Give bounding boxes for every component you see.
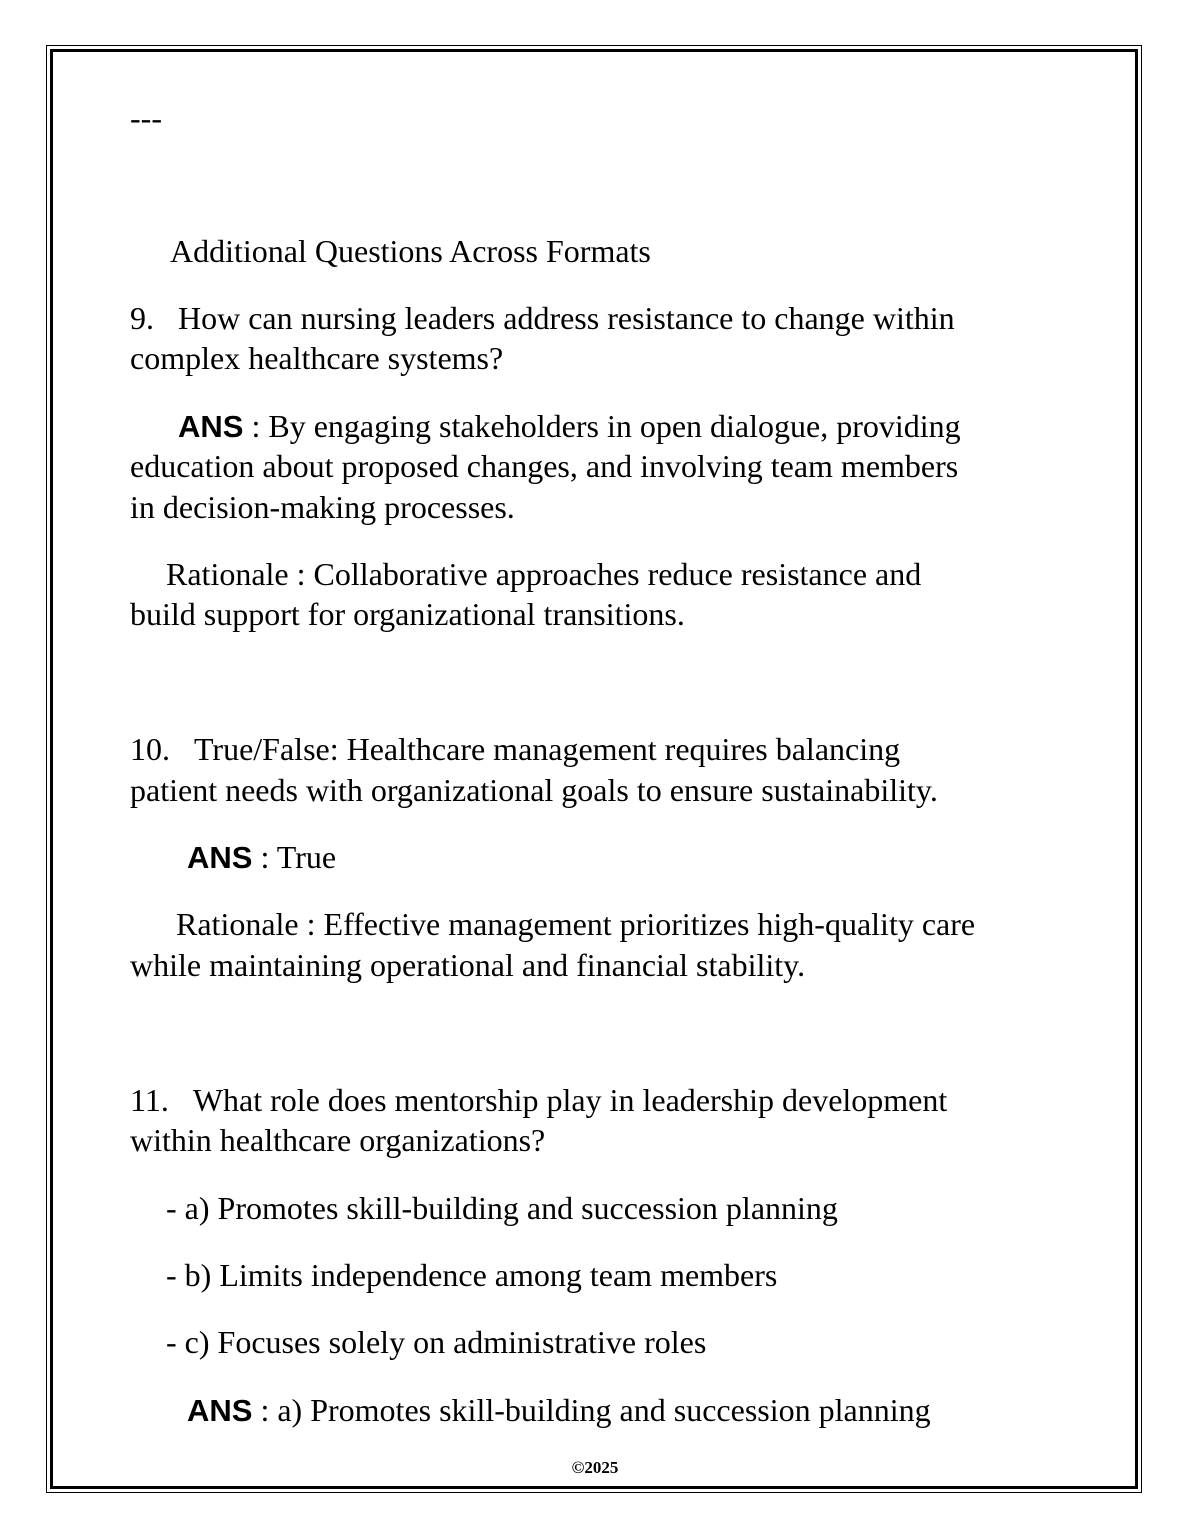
option-c: - c) Focuses solely on administrative roles (166, 1324, 707, 1360)
question-text-cont: patient needs with organizational goals to ensure sustainability. (130, 772, 938, 808)
answer-text: : By engaging stakeholders in open dialogue, providing (251, 408, 961, 444)
question-number: 10. (130, 731, 170, 767)
answer-text-cont: education about proposed changes, and involving team members (130, 448, 959, 484)
section-title: Additional Questions Across Formats (170, 233, 651, 269)
question-10 (130, 729, 900, 770)
question-text-cont: within healthcare organizations? (130, 1122, 546, 1158)
rationale-text-cont: while maintaining operational and financial stability. (130, 947, 806, 983)
rationale-text: Rationale : Effective management prioritizes high-quality care (176, 906, 976, 942)
ans-label: ANS (187, 840, 253, 875)
answer-text: : True (260, 839, 337, 875)
question-text-cont: complex healthcare systems? (130, 340, 504, 376)
rationale-text: Rationale : Collaborative approaches reduce resistance and (166, 556, 922, 592)
ans-label: ANS (187, 1393, 253, 1428)
option-a: - a) Promotes skill-building and succession planning (166, 1190, 838, 1226)
question-9 (130, 298, 955, 339)
answer-line (187, 837, 336, 879)
answer-text: : a) Promotes skill-building and succession planning (260, 1392, 931, 1428)
option-b: - b) Limits independence among team members (166, 1257, 778, 1293)
question-number: 9. (130, 300, 154, 336)
question-number: 11. (130, 1082, 169, 1118)
separator: --- (130, 100, 162, 136)
question-text: True/False: Healthcare management requires balancing (194, 731, 901, 767)
question-11 (130, 1080, 947, 1121)
answer-line (178, 406, 961, 448)
question-text: How can nursing leaders address resistance to change within (178, 300, 955, 336)
question-text: What role does mentorship play in leadership development (192, 1082, 948, 1118)
rationale-text-cont: build support for organizational transitions. (130, 596, 685, 632)
ans-label: ANS (178, 409, 244, 444)
answer-line (187, 1390, 931, 1432)
answer-text-cont: in decision-making processes. (130, 489, 515, 525)
copyright-footer: ©2025 (571, 1458, 619, 1477)
